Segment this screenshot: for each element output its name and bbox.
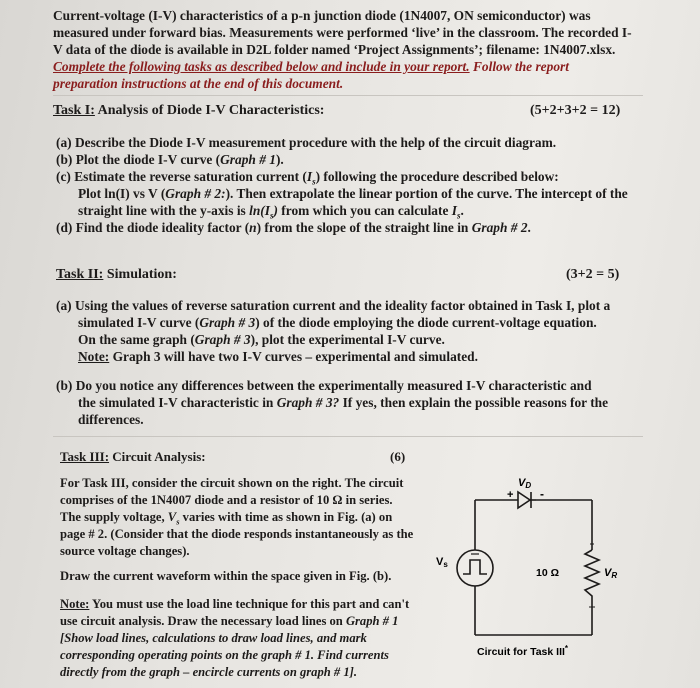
voltage-source-symbol [457, 550, 493, 586]
task3-note-line5: directly from the graph – encircle currents on graph # 1]. [60, 665, 358, 679]
task1-item-a: (a) Describe the Diode I-V measurement procedure with the help of the circuit diagram. [56, 135, 557, 150]
section-divider [53, 436, 643, 437]
task2-item-b-line2: the simulated I-V characteristic in Graph # 3? If yes, then explain the possible reasons for the [78, 395, 609, 410]
intro-line-5: preparation instructions at the end of this document. [53, 76, 344, 91]
vs-label: Vs [436, 556, 448, 569]
task3-note-line2: use circuit analysis. Draw the necessary load lines on Graph # 1 [60, 614, 399, 628]
vd-label: VD [518, 477, 532, 490]
vr-label: VR [604, 567, 618, 580]
task3-para-line5: source voltage changes). [60, 544, 190, 558]
task2-item-a-line3: On the same graph (Graph # 3), plot the experimental I-V curve. [78, 332, 445, 347]
task2-points: (3+2 = 5) [566, 267, 620, 282]
task3-title: Task III: Circuit Analysis: [60, 449, 206, 464]
task1-item-b: (b) Plot the diode I-V curve (Graph # 1). [56, 152, 284, 167]
diode-plus-sign: + [507, 489, 514, 501]
task2-item-b-line1: (b) Do you notice any differences between the experimentally measured I-V characteristic and [56, 378, 592, 393]
task2-title: Task II: Simulation: [56, 267, 177, 282]
task1-title: Task I: Analysis of Diode I-V Characteristics: [53, 103, 325, 118]
task2-item-a-line2: simulated I-V curve (Graph # 3) of the diode employing the diode current-voltage equation. [78, 315, 597, 330]
intro-emphasis: Complete the following tasks as described below and include in your report. [53, 59, 470, 74]
intro-line-4: Complete the following tasks as described below and include in your report. Follow the report [53, 59, 569, 74]
resistor-symbol [585, 550, 599, 600]
task3-points: (6) [390, 449, 406, 464]
resistor-value-label: 10 Ω [536, 567, 560, 579]
diode-symbol [518, 492, 536, 508]
task1-item-c-line1: (c) Estimate the reverse saturation current $(I_s)$ following the procedure described below: [56, 169, 559, 187]
task3-para-line3: The supply voltage, $V_s$ varies with time as shown in Fig. (a) on [60, 510, 393, 527]
pulse-waveform-icon [463, 560, 487, 574]
circuit-diagram [430, 468, 660, 668]
task3-draw-instruction: Draw the current waveform within the space given in Fig. (b). [60, 569, 392, 583]
intro-line-2: measured under forward bias. Measurements were performed ‘live’ in the classroom. The recorded I- [53, 25, 632, 40]
intro-line-3: V data of the diode is available in D2L folder named ‘Project Assignments’; filename: 1N4007.xlsx. [53, 42, 616, 57]
diode-minus-sign: - [540, 487, 544, 501]
task2-note: Note: Graph 3 will have two I-V curves – experimental and simulated. [78, 349, 478, 364]
task3-para-line1: For Task III, consider the circuit shown on the right. The circuit [60, 476, 404, 490]
task3-note-line1: Note: You must use the load line technique for this part and can't [60, 597, 410, 611]
task1-item-c-line2: Plot ln(I) vs V (Graph # 2:). Then extrapolate the linear portion of the curve. The intercept of the [78, 186, 628, 201]
task1-points: (5+2+3+2 = 12) [530, 103, 621, 118]
section-divider [53, 95, 643, 96]
task3-note-line4: corresponding operating points on the graph # 1. Find currents [60, 648, 389, 662]
task2-item-b-line3: differences. [78, 412, 144, 427]
task1-item-d: (d) Find the diode ideality factor (n) from the slope of the straight line in Graph # 2. [56, 220, 531, 235]
task2-item-a-line1: (a) Using the values of reverse saturation current and the ideality factor obtained in Task I, plot a [56, 298, 611, 313]
circuit-caption: Circuit for Task III* [477, 644, 569, 658]
task3-note-line3: [Show load lines, calculations to draw load lines, and mark [60, 631, 367, 645]
task3-para-line4: page # 2. (Consider that the diode responds instantaneously as the [60, 527, 414, 541]
intro-line-1: Current-voltage (I-V) characteristics of a p-n junction diode (1N4007, ON semiconductor) was [53, 8, 591, 23]
task3-para-line2: comprises of the 1N4007 diode and a resistor of 10 Ω in series. [60, 493, 393, 507]
task1-item-c-line3: straight line with the y-axis is $\ln(I_s)$ from which you can calculate $I_s$. [78, 203, 464, 221]
